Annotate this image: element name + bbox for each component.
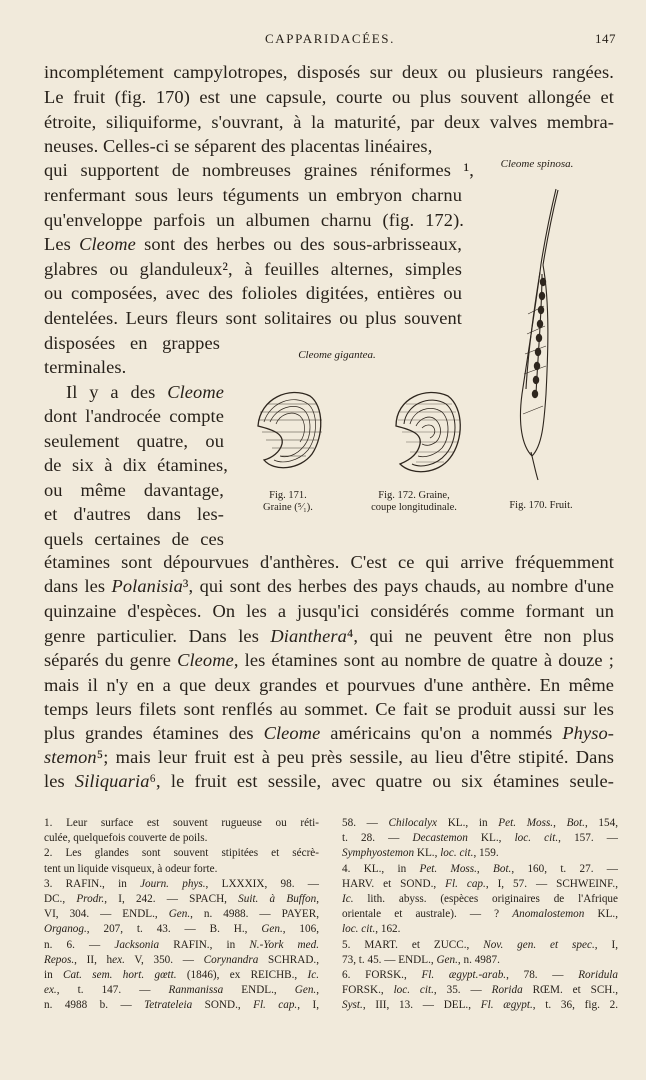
fig170-title: Cleome spinosa. — [500, 158, 574, 170]
body-line: terminales. — [44, 357, 127, 377]
footnote-line: 5. MART. et ZUCC., Nov. gen. et spec., I, — [342, 938, 619, 951]
footnote-line: DC., Prodr., I, 242. — SPACH, Suit. à Buffon, — [44, 893, 319, 905]
body-line: qu'enveloppe parfois un albumen charnu (fig. 172). — [44, 210, 464, 230]
footnote-line: 2. Les glandes sont souvent stipitées et sécrè- — [44, 847, 319, 860]
body-line: ou composées, avec des folioles digitées, entières ou — [44, 283, 462, 303]
running-head — [40, 31, 620, 51]
body-line: seulement quatre, ou — [44, 431, 224, 451]
footnote-line: 73, t. 45. — ENDL., Gen., n. 4987. — [342, 953, 500, 966]
body-line: disposées en grappes — [44, 333, 220, 353]
body-line: ou même davantage, — [44, 480, 224, 500]
fig171-caption-line2: Graine (⁵⁄₁). — [263, 502, 313, 513]
fig172-caption-line1: Fig. 172. Graine, — [378, 490, 450, 501]
body-line: stemon⁵; mais leur fruit est à peu près sessile, au lieu d'être stipité. Dans — [44, 747, 614, 767]
body-line: dont l'androcée compte — [44, 406, 224, 426]
body-line: de six à dix étamines, — [44, 455, 228, 475]
fig170-fruit-illustration — [498, 184, 578, 484]
footnote-line: Syst., III, 13. — DEL., Fl. ægypt., t. 36, fig. 2. — [342, 999, 618, 1012]
body-line: neuses. Celles-ci se séparent des placentas linéaires, — [44, 136, 433, 156]
body-line: mais il n'y en a que deux grandes et pourvues d'une anthère. En même — [44, 675, 614, 695]
body-line: incomplétement campylotropes, disposés sur deux ou plusieurs rangées. — [44, 62, 614, 82]
body-line: genre particulier. Dans les Dianthera⁴, qui ne peuvent être non plus — [44, 626, 614, 646]
fig171-seed-illustration — [250, 382, 326, 474]
fig172-caption-line2: coupe longitudinale. — [371, 502, 457, 513]
footnote-line: in Cat. sem. hort. gœtt. (1846), ex REICHB., Ic. — [44, 969, 320, 981]
footnote-line: Repos., II, hex. V, 350. — Corynandra SCHRAD., — [44, 953, 320, 966]
footnote-line: orientale et australe). — ? Anomalostemon KL., — [342, 908, 619, 921]
body-line: dentelées. Leurs fleurs sont solitaires ou plus souvent — [44, 308, 462, 328]
fig170-caption: Fig. 170. Fruit. — [509, 500, 573, 511]
footnote-line: 4. KL., in Pet. Moss., Bot., 160, t. 27. — — [342, 862, 618, 875]
footnote-line: n. 4988 b. — Tetrateleia SOND., Fl. cap., I, — [44, 999, 319, 1012]
body-line: étroite, siliquiforme, s'ouvrant, à la maturité, par deux valves membra- — [44, 112, 614, 132]
body-line: plus grandes étamines des Cleome américains qu'on a nommés Physo- — [44, 723, 615, 743]
body-line: Le fruit (fig. 170) est une capsule, courte ou plus souvent allongée et — [44, 87, 614, 107]
body-line: qui supportent de nombreuses graines réniformes ¹, — [44, 160, 474, 180]
body-line: dans les Polanisia³, qui sont des herbes des pays chauds, au nombre d'une — [44, 576, 614, 596]
footnote-line: 3. RAFIN., in Journ. phys., LXXXIX, 98. — — [44, 877, 319, 890]
body-line: Il y a des Cleome — [66, 382, 224, 402]
body-line: et d'autres dans les- — [44, 504, 224, 524]
footnote-line: tent un liquide visqueux, à odeur forte. — [44, 862, 218, 875]
body-line: renfermant sous leurs téguments un embryon charnu — [44, 185, 462, 205]
footnote-line: n. 6. — Jacksonia RAFIN., in N.-York med. — [44, 938, 319, 951]
footnote-line: FORSK., loc. cit., 35. — Rorida RŒM. et SCH., — [342, 984, 618, 997]
footnote-line: Organog., 207, t. 43. — B. H., Gen., 106, — [44, 923, 319, 936]
footnote-line: Symphyostemon KL., loc. cit., 159. — [342, 847, 499, 860]
body-line: Les Cleome sont des herbes ou des sous-arbrisseaux, — [44, 234, 462, 254]
body-line: quels certaines de ces — [44, 529, 224, 549]
footnote-line: VI, 304. — ENDL., Gen., n. 4988. — PAYER, — [44, 908, 319, 921]
footnote-line: loc. cit., 162. — [342, 923, 401, 936]
footnote-line: HARV. et SOND., Fl. cap., I, 57. — SCHWEINF., — [342, 877, 618, 890]
footnote-line: t. 28. — Decastemon KL., loc. cit., 157. — — [342, 832, 618, 845]
body-line: étamines sont dépourvues d'anthères. C'est ce qui arrive fréquemment — [44, 552, 614, 572]
footnote-line: 6. FORSK., Fl. ægypt.-arab., 78. — Roridula — [342, 969, 618, 981]
fig172-seed-section-illustration — [386, 384, 466, 480]
page-number: 147 — [595, 31, 616, 46]
body-line: quinzaine d'espèces. On les a jusqu'ici considérés comme formant un — [44, 601, 614, 621]
running-title: CAPPARIDACÉES. — [265, 31, 395, 46]
body-line: séparés du genre Cleome, les étamines sont au nombre de quatre à douze ; — [44, 650, 614, 670]
fig171-caption-line1: Fig. 171. — [269, 490, 307, 501]
footnote-line: 1. Leur surface est souvent rugueuse ou réti- — [44, 817, 319, 829]
body-line: les Siliquaria⁶, le fruit est sessile, avec quatre ou six étamines seule- — [44, 771, 614, 791]
footnote-line: Ic. lith. abyss. (espèces originaires de l'Afrique — [342, 893, 618, 905]
footnote-line: culée, quelquefois couverte de poils. — [44, 832, 208, 845]
footnote-line: ex., t. 147. — Ranmanissa ENDL., Gen., — [44, 984, 320, 997]
body-line: glabres ou glanduleux², à feuilles alternes, simples — [44, 259, 462, 279]
fig172-title: Cleome gigantea. — [298, 349, 376, 361]
footnote-line: 58. — Chilocalyx KL., in Pet. Moss., Bot., 154, — [342, 817, 618, 829]
body-line: temps leurs filets sont renflés au sommet. Ce fait se produit aussi sur les — [44, 699, 614, 719]
